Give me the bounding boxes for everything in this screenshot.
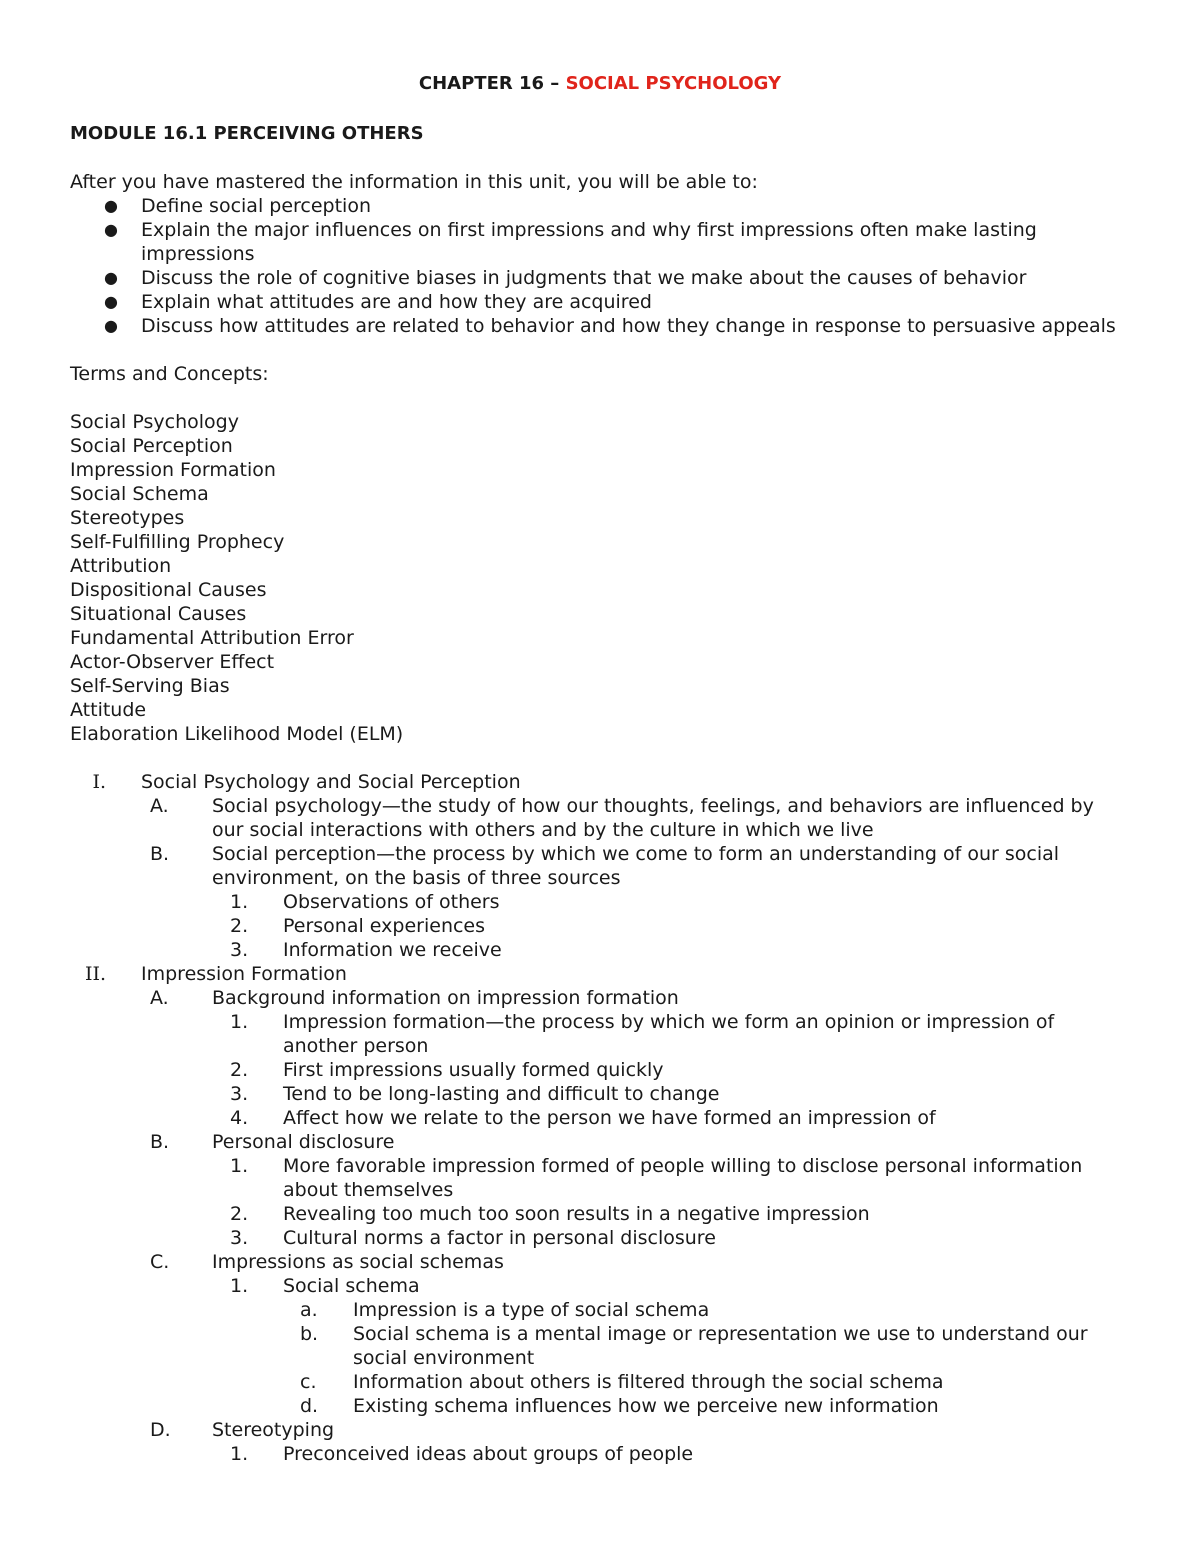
outline-item-level-3: [70, 938, 1130, 962]
outline-item-level-2: [70, 986, 1130, 1010]
outline-item-level-4: [70, 1298, 1130, 1322]
outline-marker: 3.: [230, 1083, 249, 1105]
outline-marker: 1.: [230, 1443, 249, 1465]
outline-text: Social schema is a mental image or representation we use to understand our social environment: [353, 1323, 1088, 1369]
outline-item-level-3: [70, 1106, 1130, 1130]
outline-text: More favorable impression formed of people willing to disclose personal information about themselves: [283, 1155, 1083, 1201]
outline-item-level-3: [70, 1058, 1130, 1082]
outline-item-level-3: [70, 1154, 1130, 1202]
outline-item-level-2: [70, 1250, 1130, 1274]
outline-text: Social psychology—the study of how our thoughts, feelings, and behaviors are influenced by our social interactions with others and by the culture in which we live: [212, 795, 1094, 841]
outline-marker: c.: [300, 1371, 317, 1393]
outline-text: Impression Formation: [141, 963, 347, 985]
outline-text: Stereotyping: [212, 1419, 335, 1441]
outline-item-level-2: [70, 842, 1130, 890]
outline-text: Observations of others: [283, 891, 500, 913]
outline-text: Impressions as social schemas: [212, 1251, 504, 1273]
outline-text: Information we receive: [283, 939, 502, 961]
outline-item-level-3: [70, 1082, 1130, 1106]
outline-marker: 1.: [230, 1155, 249, 1177]
document-page: [70, 72, 1130, 1466]
outline-marker: a.: [300, 1299, 318, 1321]
term-item: Social Schema: [70, 483, 209, 505]
outline-text: First impressions usually formed quickly: [283, 1059, 664, 1081]
outline-item-level-4: [70, 1394, 1130, 1418]
chapter-topic: SOCIAL PSYCHOLOGY: [565, 73, 782, 94]
outline-item-level-3: [70, 1226, 1130, 1250]
outline-text: Personal disclosure: [212, 1131, 395, 1153]
objective-item: [70, 290, 1130, 314]
objective-text: Explain what attitudes are and how they are acquired: [141, 291, 652, 313]
term-item: Dispositional Causes: [70, 579, 267, 601]
outline-marker: B.: [150, 1131, 170, 1153]
bullet-icon: ●: [104, 196, 118, 215]
outline-marker: 2.: [230, 1203, 249, 1225]
outline-item-level-3: [70, 1274, 1130, 1298]
objective-text: Define social perception: [141, 195, 372, 217]
outline-marker: B.: [150, 843, 170, 865]
bullet-icon: ●: [104, 220, 118, 239]
outline-marker: b.: [300, 1323, 319, 1345]
objective-item: [70, 194, 1130, 218]
outline-text: Preconceived ideas about groups of people: [283, 1443, 694, 1465]
term-item: Self-Serving Bias: [70, 675, 230, 697]
bullet-icon: ●: [104, 292, 118, 311]
outline-text: Impression formation—the process by which we form an opinion or impression of another person: [283, 1011, 1055, 1057]
outline-item-level-1: [70, 962, 1130, 986]
objective-text: Discuss the role of cognitive biases in judgments that we make about the causes of behavior: [141, 267, 1027, 289]
outline-text: Cultural norms a factor in personal disclosure: [283, 1227, 716, 1249]
term-item: Actor-Observer Effect: [70, 651, 275, 673]
outline-marker: d.: [300, 1395, 319, 1417]
term-item: Elaboration Likelihood Model (ELM): [70, 723, 404, 745]
outline-item-level-3: [70, 1202, 1130, 1226]
chapter-title: [70, 72, 1130, 96]
outline-marker: II.: [84, 963, 106, 985]
outline-item-level-2: [70, 1130, 1130, 1154]
bullet-icon: ●: [104, 268, 118, 287]
term-item: Social Psychology: [70, 411, 239, 433]
chapter-prefix: CHAPTER 16 –: [418, 73, 566, 94]
outline-marker: 4.: [230, 1107, 249, 1129]
outline-item-level-2: [70, 794, 1130, 842]
outline-marker: 1.: [230, 1275, 249, 1297]
outline-marker: 1.: [230, 1011, 249, 1033]
outline-item-level-2: [70, 1418, 1130, 1442]
outline-marker: I.: [92, 771, 106, 793]
outline-item-level-3: [70, 914, 1130, 938]
outline-marker: A.: [150, 795, 169, 817]
outline-text: Affect how we relate to the person we have formed an impression of: [283, 1107, 936, 1129]
outline-text: Personal experiences: [283, 915, 486, 937]
outline-text: Information about others is filtered through the social schema: [353, 1371, 944, 1393]
outline-marker: D.: [150, 1419, 171, 1441]
outline-text: Tend to be long-lasting and difficult to change: [283, 1083, 720, 1105]
terms-heading: Terms and Concepts:: [70, 363, 269, 385]
outline-marker: 2.: [230, 1059, 249, 1081]
objectives-list: [70, 194, 1130, 338]
bullet-icon: ●: [104, 316, 118, 335]
outline-item-level-4: [70, 1322, 1130, 1370]
term-item: Attribution: [70, 555, 172, 577]
term-item: Situational Causes: [70, 603, 247, 625]
outline-item-level-3: [70, 1010, 1130, 1058]
outline-text: Revealing too much too soon results in a negative impression: [283, 1203, 870, 1225]
outline-marker: 3.: [230, 939, 249, 961]
objective-item: [70, 266, 1130, 290]
objective-item: [70, 218, 1130, 266]
objective-text: Explain the major influences on first impressions and why first impressions often make lasting impressions: [141, 219, 1037, 265]
outline-text: Background information on impression formation: [212, 987, 679, 1009]
terms-list: [70, 410, 1130, 746]
term-item: Social Perception: [70, 435, 233, 457]
outline-marker: 2.: [230, 915, 249, 937]
term-item: Impression Formation: [70, 459, 276, 481]
objective-text: Discuss how attitudes are related to behavior and how they change in response to persuasive appeals: [141, 315, 1116, 337]
outline-text: Existing schema influences how we perceive new information: [353, 1395, 939, 1417]
outline-text: Social perception—the process by which we come to form an understanding of our social environment, on the basis of three sources: [212, 843, 1060, 889]
outline-item-level-4: [70, 1370, 1130, 1394]
intro-text: After you have mastered the information in this unit, you will be able to:: [70, 171, 758, 193]
term-item: Attitude: [70, 699, 147, 721]
outline-marker: 3.: [230, 1227, 249, 1249]
lecture-outline: [70, 770, 1130, 1466]
term-item: Stereotypes: [70, 507, 185, 529]
objective-item: [70, 314, 1130, 338]
term-item: Fundamental Attribution Error: [70, 627, 354, 649]
outline-text: Impression is a type of social schema: [353, 1299, 710, 1321]
module-title: MODULE 16.1 PERCEIVING OTHERS: [70, 123, 424, 144]
outline-marker: C.: [150, 1251, 170, 1273]
outline-marker: 1.: [230, 891, 249, 913]
outline-text: Social Psychology and Social Perception: [141, 771, 521, 793]
outline-item-level-1: [70, 770, 1130, 794]
outline-item-level-3: [70, 1442, 1130, 1466]
outline-item-level-3: [70, 890, 1130, 914]
term-item: Self-Fulfilling Prophecy: [70, 531, 285, 553]
outline-text: Social schema: [283, 1275, 420, 1297]
outline-marker: A.: [150, 987, 169, 1009]
